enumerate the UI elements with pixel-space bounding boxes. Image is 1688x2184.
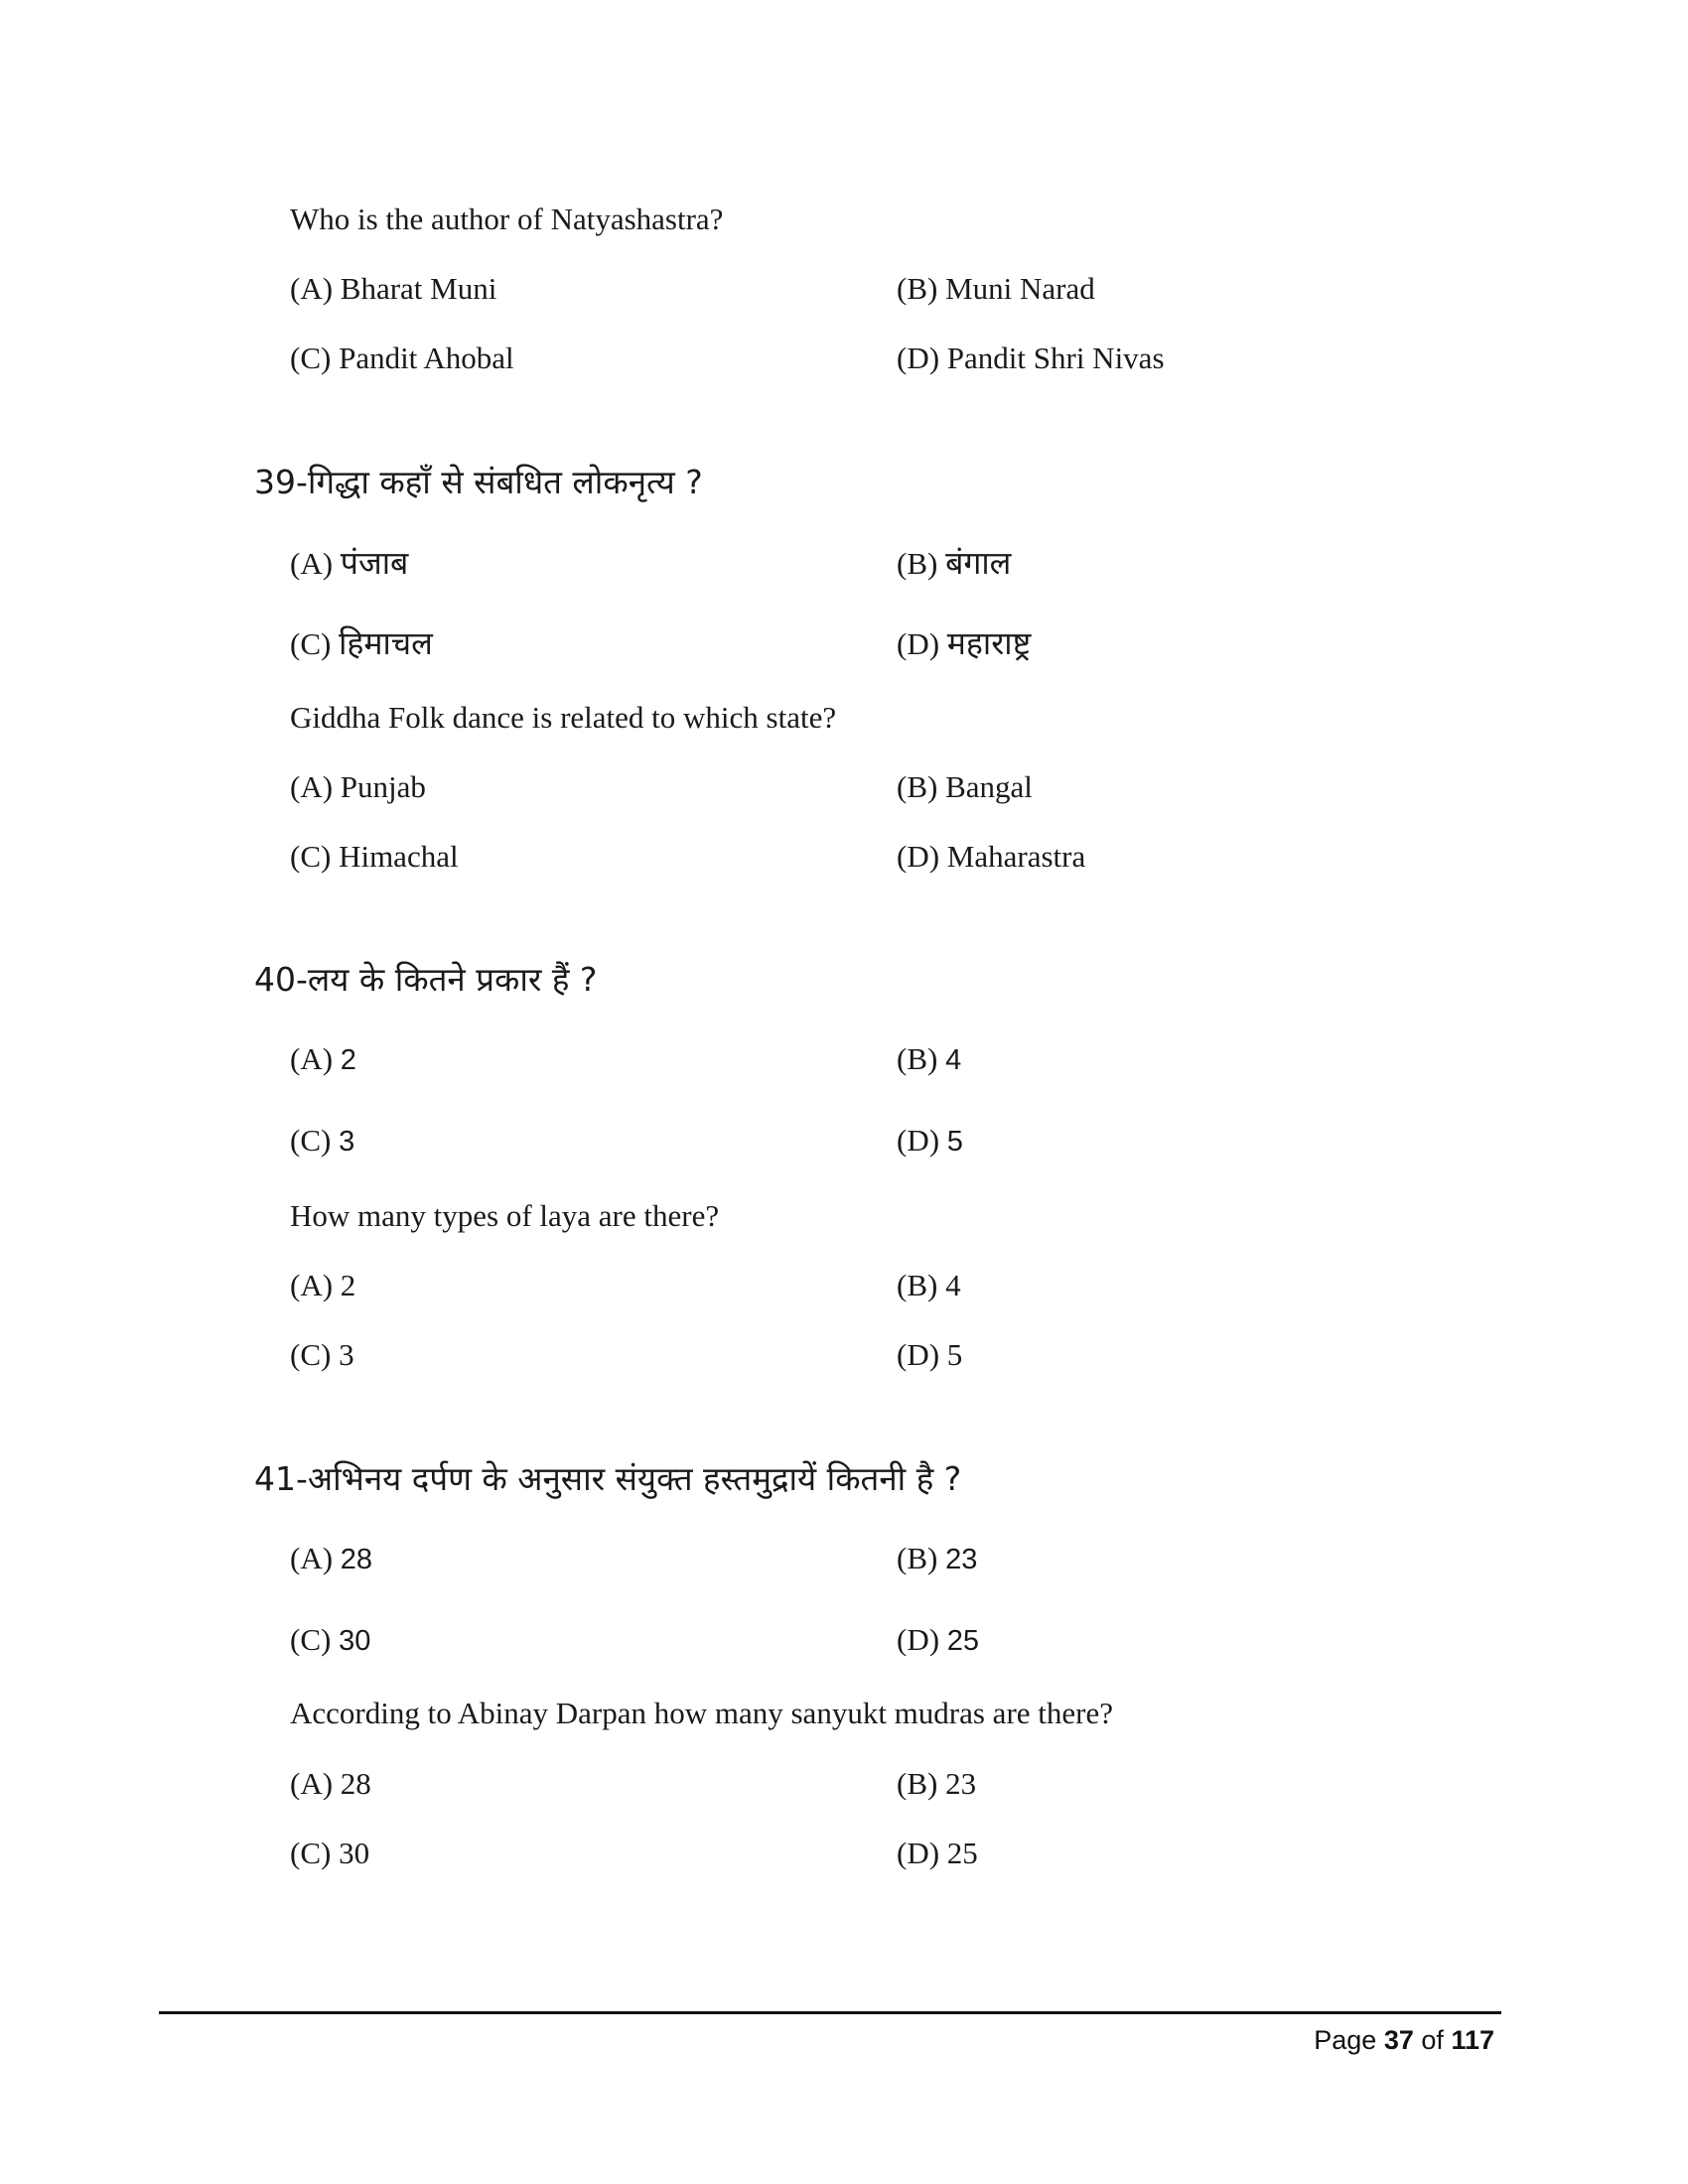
q40-option-hi-a: (A) 2 — [290, 1041, 356, 1076]
q41-option-hi-c: (C) 30 — [290, 1622, 371, 1657]
q38-option-c: (C) Pandit Ahobal — [290, 341, 514, 375]
q39-option-hi-b: (B) बंगाल — [897, 544, 1012, 582]
q38-option-d: (D) Pandit Shri Nivas — [897, 341, 1165, 375]
q41-option-d: (D) 25 — [897, 1836, 978, 1870]
q39-option-c: (C) Himachal — [290, 839, 459, 874]
q39-option-a: (A) Punjab — [290, 769, 426, 804]
q38-option-b: (B) Muni Narad — [897, 271, 1095, 306]
q38-question-en: Who is the author of Natyashastra? — [290, 202, 724, 236]
q40-question-hi: 40-लय के कितने प्रकार हैं ? — [254, 960, 598, 999]
q39-question-hi: 39-गिद्धा कहाँ से संबधित लोकनृत्य ? — [254, 463, 703, 501]
q40-option-hi-b: (B) 4 — [897, 1041, 962, 1076]
q40-option-hi-c: (C) 3 — [290, 1123, 355, 1158]
q40-option-d: (D) 5 — [897, 1337, 963, 1372]
q39-question-en: Giddha Folk dance is related to which state? — [290, 700, 837, 735]
q41-question-hi: 41-अभिनय दर्पण के अनुसार संयुक्त हस्तमुद्रायें कितनी है ? — [254, 1459, 962, 1498]
q39-option-hi-a: (A) पंजाब — [290, 544, 409, 582]
q38-option-a: (A) Bharat Muni — [290, 271, 497, 306]
q41-option-hi-a: (A) 28 — [290, 1541, 373, 1575]
page-number: Page 37 of 117 — [1314, 2025, 1494, 2055]
q41-question-en: According to Abinay Darpan how many sanyukt mudras are there? — [290, 1696, 1113, 1730]
q39-option-hi-d: (D) महाराष्ट्र — [897, 624, 1032, 662]
q39-option-b: (B) Bangal — [897, 769, 1033, 804]
q41-option-hi-d: (D) 25 — [897, 1622, 980, 1657]
q41-option-hi-b: (B) 23 — [897, 1541, 978, 1575]
q41-option-b: (B) 23 — [897, 1766, 977, 1801]
q40-question-en: How many types of laya are there? — [290, 1198, 720, 1233]
q40-option-c: (C) 3 — [290, 1337, 354, 1372]
q40-option-hi-d: (D) 5 — [897, 1123, 963, 1158]
q41-option-a: (A) 28 — [290, 1766, 371, 1801]
footer-rule — [159, 2011, 1501, 2014]
q40-option-a: (A) 2 — [290, 1268, 356, 1302]
q40-option-b: (B) 4 — [897, 1268, 961, 1302]
q39-option-hi-c: (C) हिमाचल — [290, 624, 433, 662]
q39-option-d: (D) Maharastra — [897, 839, 1086, 874]
q41-option-c: (C) 30 — [290, 1836, 370, 1870]
